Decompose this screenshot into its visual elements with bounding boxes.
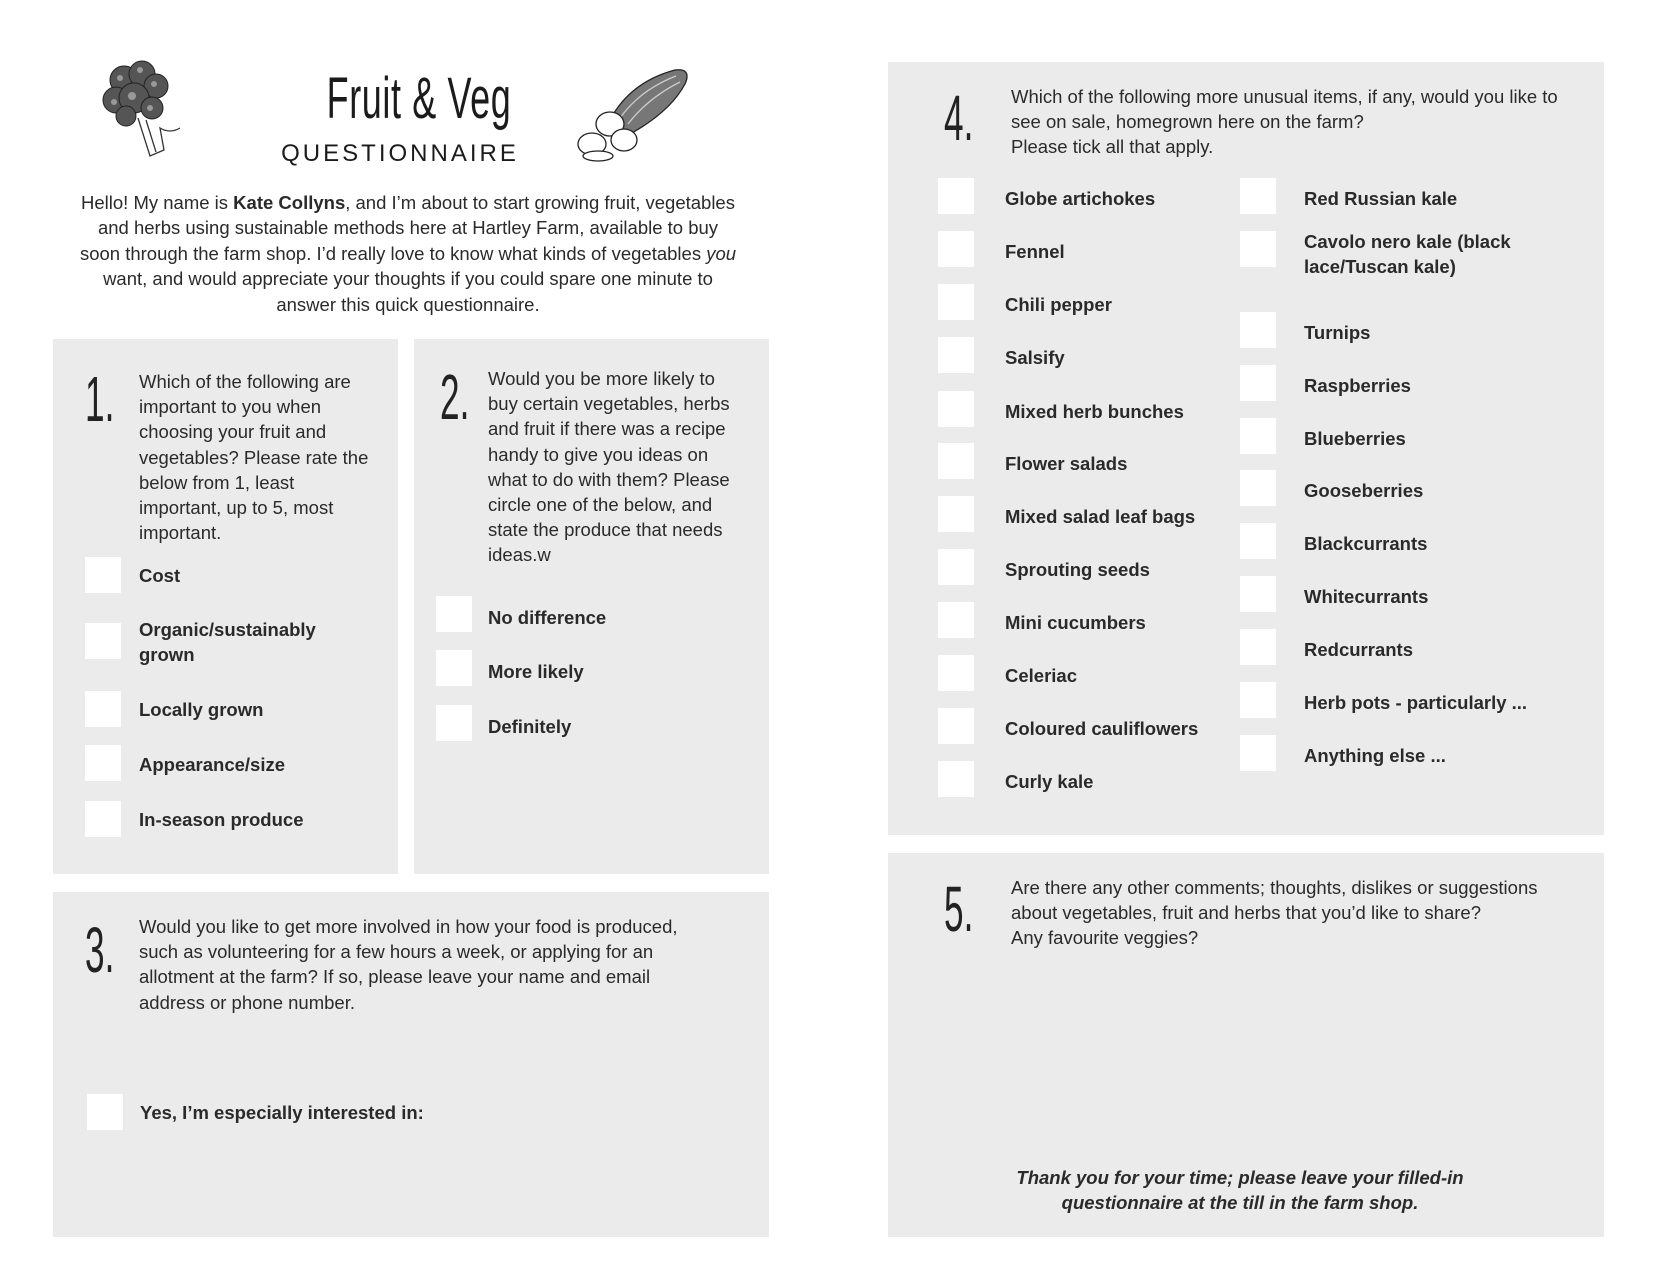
q1-label-in-season: In-season produce <box>139 809 304 830</box>
q1-label-locally-grown: Locally grown <box>139 699 264 720</box>
q1-checkbox-locally-grown[interactable] <box>85 691 121 727</box>
q4-right-label-6: Gooseberries <box>1304 480 1424 501</box>
q1-checkbox-appearance[interactable] <box>85 745 121 781</box>
q2-label-definitely: Definitely <box>488 716 572 737</box>
q1-checkbox-cost[interactable] <box>85 557 121 593</box>
intro-part1: Hello! My name is <box>81 192 234 213</box>
question-5-text-line2: Any favourite veggies? <box>1011 927 1199 949</box>
question-2-number: 2. <box>440 361 470 433</box>
q4-right-checkbox-2[interactable] <box>1240 231 1276 267</box>
question-4-panel <box>888 62 1604 835</box>
q1-label-cost: Cost <box>139 565 181 586</box>
page-subtitle: QUESTIONNAIRE <box>281 140 519 167</box>
question-1-number: 1. <box>85 363 115 435</box>
q4-left-checkbox-7[interactable] <box>938 496 974 532</box>
q4-left-label-4: Salsify <box>1005 347 1065 368</box>
q4-right-checkbox-5[interactable] <box>1240 418 1276 454</box>
q4-left-label-9: Mini cucumbers <box>1005 612 1146 633</box>
question-3-number: 3. <box>85 914 115 986</box>
q4-left-label-11: Coloured cauliflowers <box>1005 718 1199 739</box>
q4-right-label-7: Blackcurrants <box>1304 533 1428 554</box>
q4-right-checkbox-4[interactable] <box>1240 365 1276 401</box>
question-5-text <box>1011 875 1551 951</box>
intro-part2: , and I’m about to start growing fruit, vegetables and herbs using sustainable methods here at Hartley Farm, available to buy soon through the farm shop. I’d really love to know what kinds of vegetables <box>79 192 735 264</box>
question-3-panel <box>53 892 769 1237</box>
broccoli-illustration <box>98 58 190 163</box>
q2-label-more-likely: More likely <box>488 661 584 682</box>
q4-right-label-1: Red Russian kale <box>1304 188 1458 209</box>
question-5-number: 5. <box>944 873 974 945</box>
q4-right-label-4: Raspberries <box>1304 375 1411 396</box>
question-4-number: 4. <box>944 82 974 154</box>
intro-emph: you <box>706 242 737 264</box>
q4-right-label-9: Redcurrants <box>1304 639 1413 660</box>
q4-left-label-5: Mixed herb bunches <box>1005 401 1184 422</box>
q4-right-label-11: Anything else ... <box>1304 745 1446 766</box>
q4-left-checkbox-12[interactable] <box>938 761 974 797</box>
question-4-text-line2: Please tick all that apply. <box>1011 136 1214 158</box>
q4-right-checkbox-8[interactable] <box>1240 576 1276 612</box>
q2-checkbox-definitely[interactable] <box>436 705 472 741</box>
q4-left-label-12: Curly kale <box>1005 771 1094 792</box>
q2-checkbox-more-likely[interactable] <box>436 650 472 686</box>
q3-label-interested: Yes, I’m especially interested in: <box>140 1102 424 1123</box>
question-1-text: Which of the following are important to you when choosing your fruit and vegetables? Please rate the below from 1, least important, up to 5, most important. <box>139 371 369 544</box>
cucumber-illustration <box>570 62 695 162</box>
q4-right-checkbox-11[interactable] <box>1240 735 1276 771</box>
q4-right-checkbox-7[interactable] <box>1240 523 1276 559</box>
q4-left-label-10: Celeriac <box>1005 665 1077 686</box>
intro-part3: want, and would appreciate your thoughts if you could spare one minute to answer this quick questionnaire. <box>103 268 713 315</box>
q4-right-checkbox-10[interactable] <box>1240 682 1276 718</box>
question-4-text <box>1011 84 1571 160</box>
q4-left-checkbox-3[interactable] <box>938 284 974 320</box>
question-2-panel <box>414 339 769 874</box>
q4-right-checkbox-6[interactable] <box>1240 470 1276 506</box>
intro-name: Kate Collyns <box>233 192 346 213</box>
q4-left-checkbox-8[interactable] <box>938 549 974 585</box>
q4-left-checkbox-10[interactable] <box>938 655 974 691</box>
q4-left-label-7: Mixed salad leaf bags <box>1005 506 1196 527</box>
question-3-text: Would you like to get more involved in how your food is produced, such as volunteering for a few hours a week, or applying for an allotment at the farm? If so, please leave your name and email address or phone number. <box>139 916 678 1013</box>
q4-left-checkbox-2[interactable] <box>938 231 974 267</box>
q4-left-checkbox-1[interactable] <box>938 178 974 214</box>
question-4-text-line1: Which of the following more unusual items, if any, would you like to see on sale, homegrown here on the farm? <box>1011 86 1558 133</box>
question-2-text: Would you be more likely to buy certain vegetables, herbs and fruit if there was a recipe handy to give you ideas on what to do with them? Please circle one of the below, and state the produce that needs ideas.w <box>488 368 730 566</box>
q4-right-label-8: Whitecurrants <box>1304 586 1429 607</box>
comments-area[interactable] <box>1006 973 1550 1107</box>
q4-left-label-8: Sprouting seeds <box>1005 559 1150 580</box>
q4-left-label-6: Flower salads <box>1005 453 1128 474</box>
q3-checkbox-interested[interactable] <box>87 1094 123 1130</box>
intro-paragraph <box>78 190 738 317</box>
q4-right-label-3: Turnips <box>1304 322 1371 343</box>
question-5-text-line1: Are there any other comments; thoughts, dislikes or suggestions about vegetables, fruit and herbs that you’d like to share? <box>1011 877 1538 924</box>
q2-checkbox-no-difference[interactable] <box>436 596 472 632</box>
page-title <box>270 66 530 131</box>
q4-left-checkbox-5[interactable] <box>938 391 974 427</box>
q4-right-checkbox-9[interactable] <box>1240 629 1276 665</box>
q4-left-label-3: Chili pepper <box>1005 294 1112 315</box>
q1-label-appearance: Appearance/size <box>139 754 286 775</box>
question-1-panel <box>53 339 398 874</box>
q1-checkbox-in-season[interactable] <box>85 801 121 837</box>
q4-left-label-2: Fennel <box>1005 241 1065 262</box>
q2-label-no-difference: No difference <box>488 607 607 628</box>
q4-left-checkbox-11[interactable] <box>938 708 974 744</box>
q4-left-checkbox-6[interactable] <box>938 443 974 479</box>
q4-right-checkbox-1[interactable] <box>1240 178 1276 214</box>
q4-right-label-5: Blueberries <box>1304 428 1406 449</box>
title-text: Fruit & Veg <box>326 66 512 131</box>
q4-left-checkbox-9[interactable] <box>938 602 974 638</box>
q1-label-organic: Organic/sustainably grown <box>139 619 316 665</box>
q4-left-checkbox-4[interactable] <box>938 337 974 373</box>
q4-right-checkbox-3[interactable] <box>1240 312 1276 348</box>
q4-right-label-2: Cavolo nero kale (black lace/Tuscan kale) <box>1304 231 1511 277</box>
q4-left-label-1: Globe artichokes <box>1005 188 1156 209</box>
thank-you-note: Thank you for your time; please leave your filled-in questionnaire at the till in the farm shop. <box>1016 1167 1464 1213</box>
q4-right-label-10: Herb pots - particularly ... <box>1304 692 1528 713</box>
q1-checkbox-organic[interactable] <box>85 623 121 659</box>
